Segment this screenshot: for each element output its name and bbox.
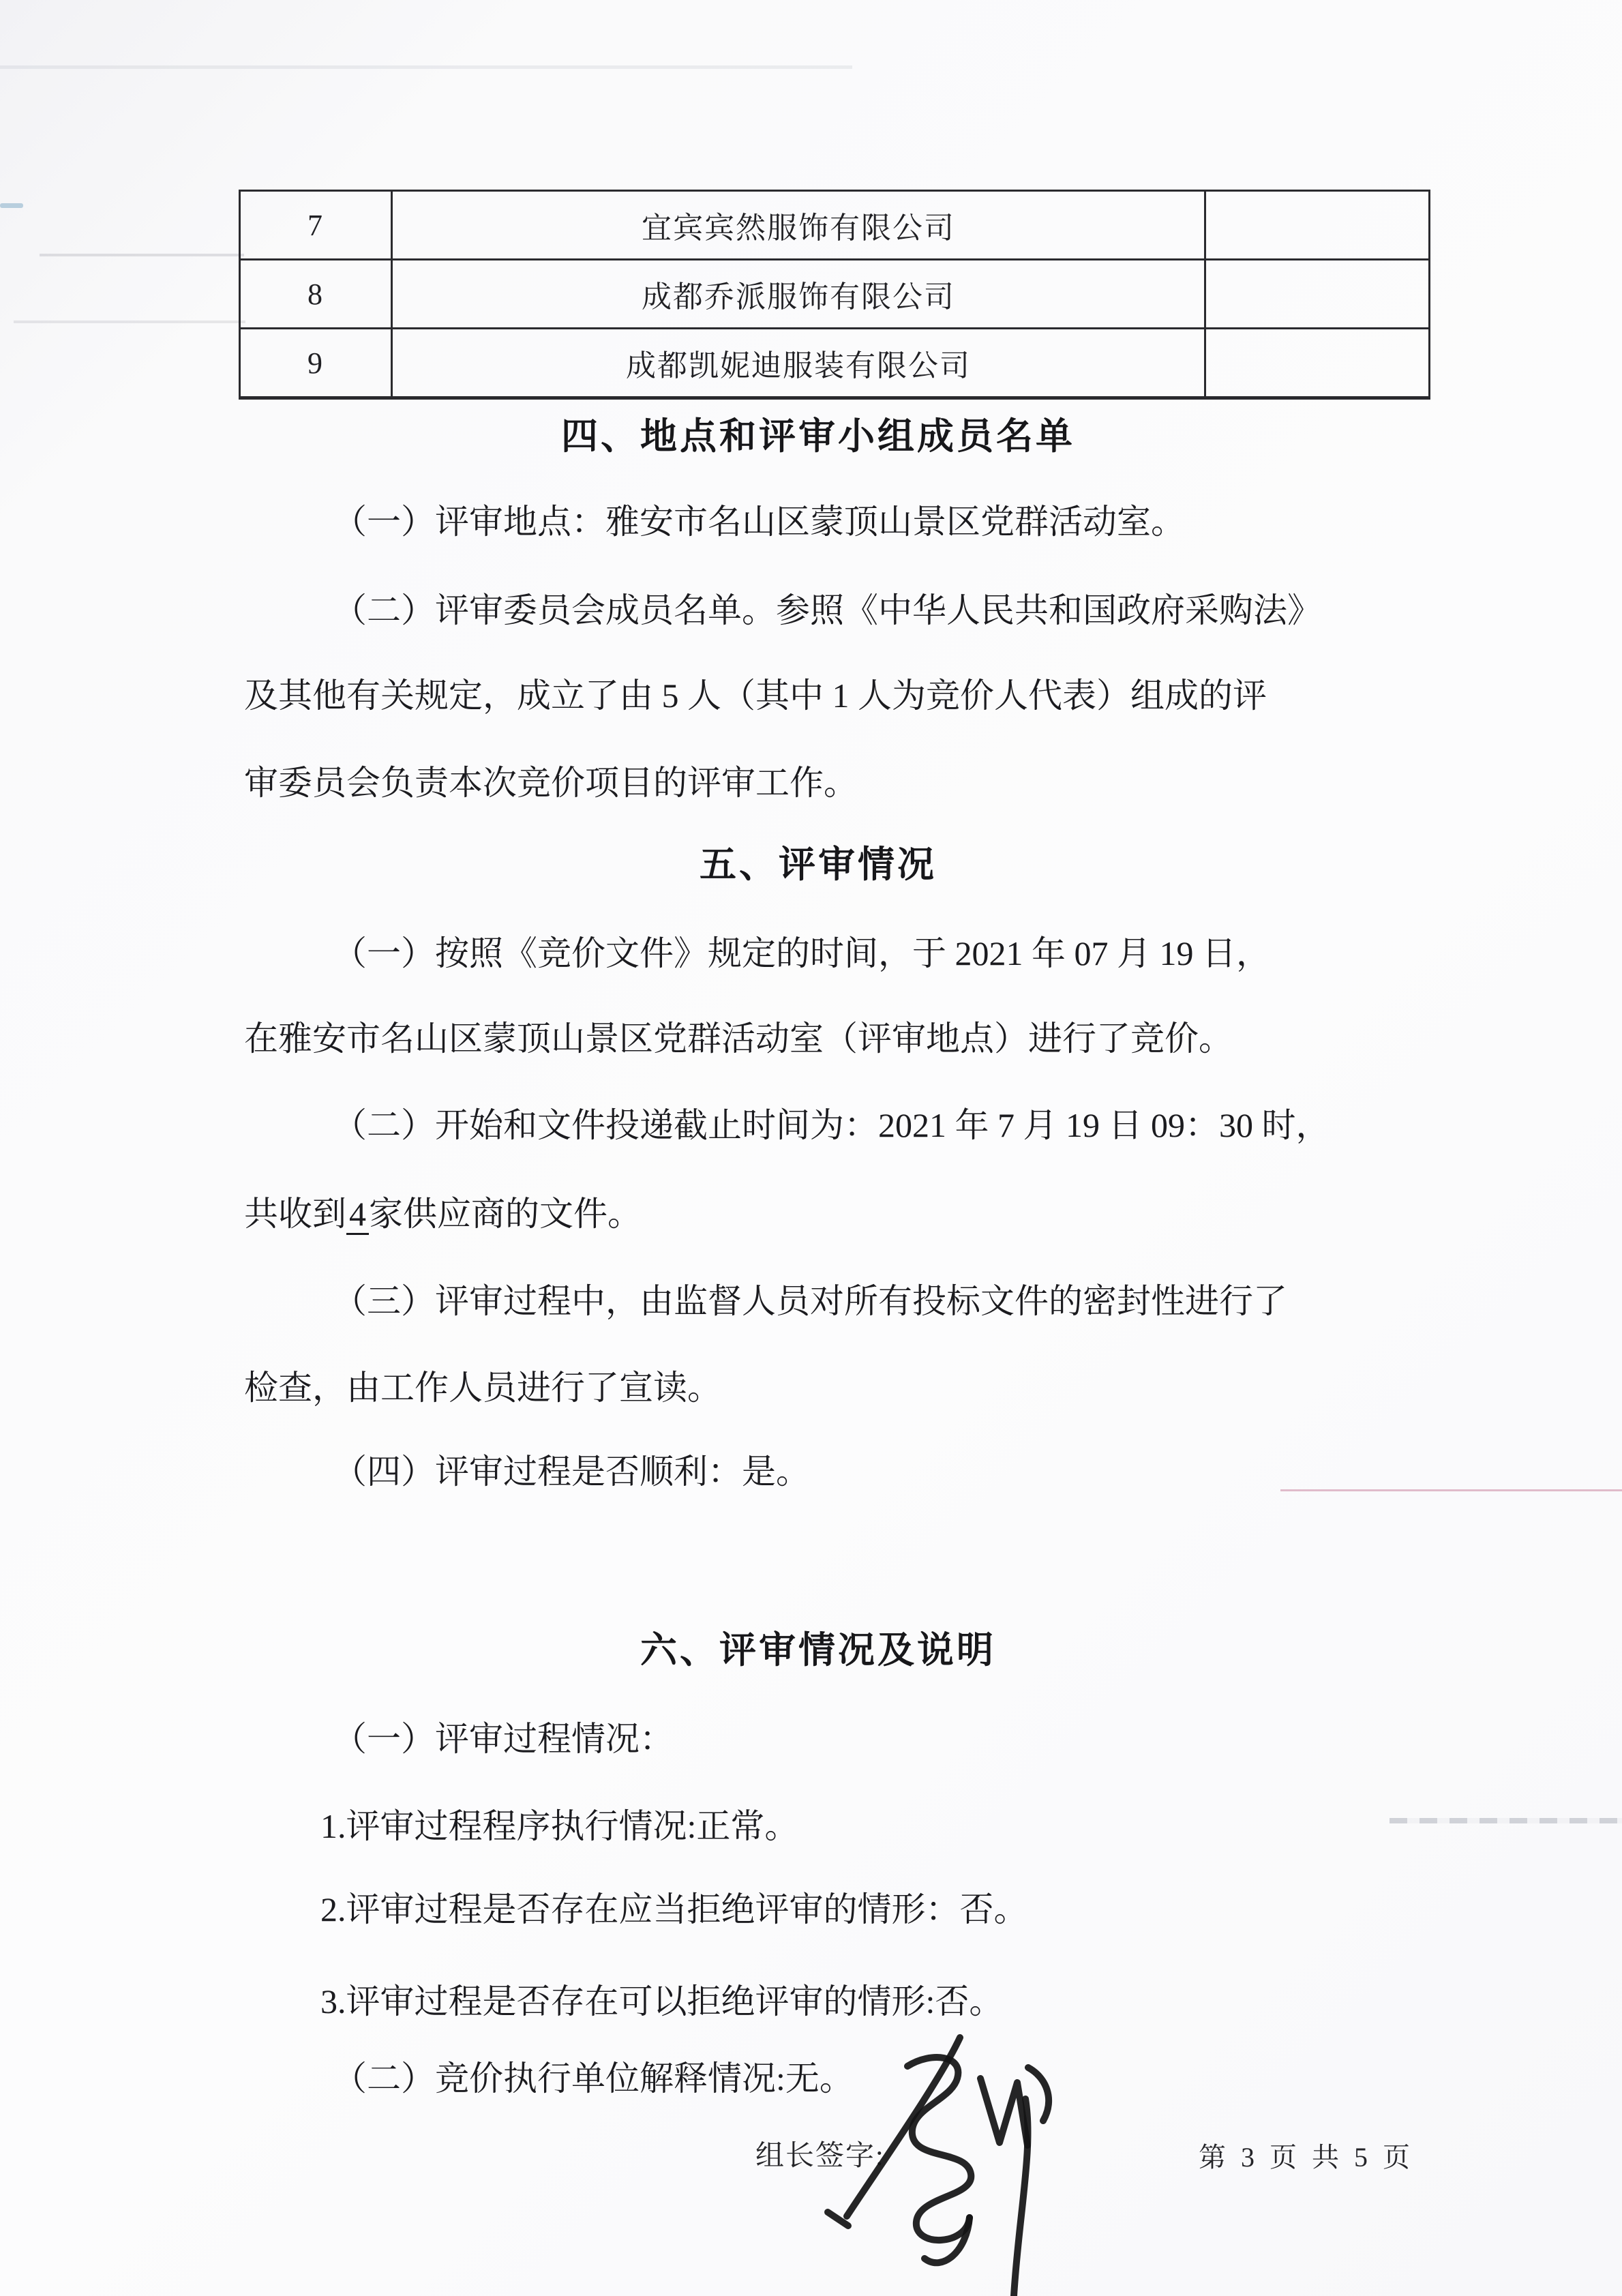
supplier-table	[239, 190, 1430, 400]
table-row	[240, 329, 1430, 398]
body-text: 共收到	[244, 1195, 346, 1233]
supplier-name-cell: 成都乔派服饰有限公司	[392, 260, 1205, 329]
body-line: 1.评审过程程序执行情况:正常。	[320, 1807, 799, 1845]
body-line: 在雅安市名山区蒙顶山景区党群活动室（评审地点）进行了竞价。	[244, 1019, 1233, 1058]
body-line: （一）评审过程情况：	[333, 1720, 674, 1758]
table-row	[240, 260, 1430, 329]
empty-cell	[1205, 260, 1430, 329]
signature-stroke	[847, 2038, 960, 2216]
body-line: 审委员会负责本次竞价项目的评审工作。	[244, 764, 858, 802]
empty-cell	[1205, 329, 1430, 398]
row-number-cell: 8	[240, 260, 392, 329]
scan-streak	[14, 320, 245, 323]
supplier-name-cell: 成都凯妮迪服装有限公司	[392, 329, 1205, 398]
scan-streak	[40, 254, 244, 256]
empty-cell	[1205, 191, 1430, 260]
signature-handwriting	[784, 2018, 1111, 2296]
supplier-count-underlined: 4	[346, 1195, 369, 1235]
page-number: 第 3 页 共 5 页	[1199, 2142, 1414, 2173]
body-line: 3.评审过程是否存在可以拒绝评审的情形:否。	[320, 1982, 1004, 2021]
row-number-cell: 7	[240, 191, 392, 260]
row-number-cell: 9	[240, 329, 392, 398]
scan-streak	[0, 203, 23, 208]
section4-heading: 四、地点和评审小组成员名单	[561, 416, 1075, 457]
body-text: 家供应商的文件。	[369, 1195, 642, 1233]
body-line: （一）按照《竞价文件》规定的时间，于 2021 年 07 月 19 日，	[333, 934, 1270, 972]
section5-heading: 五、评审情况	[700, 844, 937, 885]
body-line: 2.评审过程是否存在应当拒绝评审的情形：否。	[320, 1890, 1028, 1928]
supplier-name-cell: 宜宾宾然服饰有限公司	[392, 191, 1205, 260]
body-line: （二）开始和文件投递截止时间为：2021 年 7 月 19 日 09：30 时，	[333, 1106, 1330, 1144]
body-line	[244, 1189, 1392, 1238]
leader-signature-label: 组长签字:	[755, 2141, 885, 2172]
body-line: （四）评审过程是否顺利：是。	[333, 1452, 810, 1491]
body-line: （二）竞价执行单位解释情况:无。	[333, 2059, 854, 2098]
signature-stroke	[1014, 2099, 1028, 2296]
body-line: 检查，由工作人员进行了宣读。	[244, 1369, 721, 1407]
body-line: （三）评审过程中，由监督人员对所有投标文件的密封性进行了	[333, 1282, 1287, 1320]
signature-stroke	[907, 2057, 971, 2240]
body-line: 及其他有关规定，成立了由 5 人（其中 1 人为竞价人代表）组成的评	[244, 676, 1267, 715]
signature-stroke	[1028, 2068, 1049, 2121]
section6-heading: 六、评审情况及说明	[640, 1630, 996, 1671]
table-row	[240, 191, 1430, 260]
body-line: （一）评审地点：雅安市名山区蒙顶山景区党群活动室。	[333, 503, 1185, 541]
body-line: （二）评审委员会成员名单。参照《中华人民共和国政府采购法》	[333, 591, 1321, 629]
signature-stroke	[980, 2078, 1027, 2145]
scan-streak	[0, 65, 852, 69]
